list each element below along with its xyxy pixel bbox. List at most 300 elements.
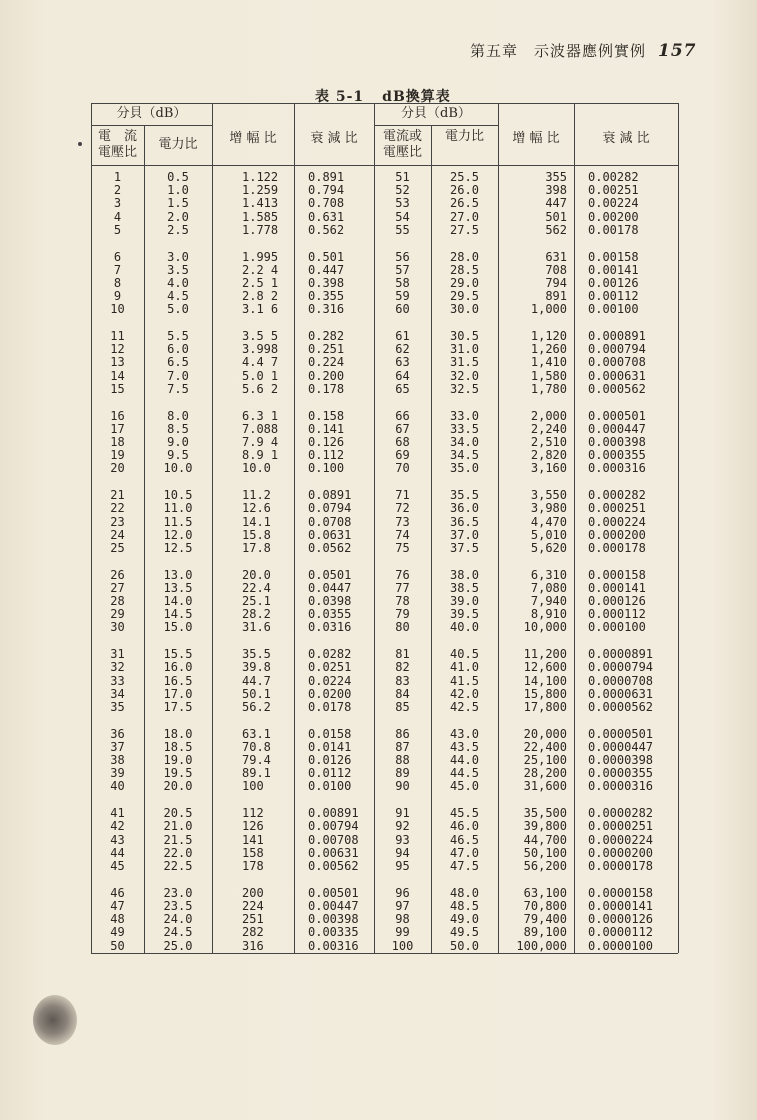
table-cell: 0.126 (308, 434, 345, 449)
table-cell: 56.2 (242, 699, 271, 714)
table-cell: 35.5 (450, 488, 479, 503)
table-cell: 86 (395, 726, 410, 741)
table-top-rule (91, 103, 678, 104)
table-cell: 58 (395, 275, 410, 290)
table-cell: 7.088 (242, 421, 279, 436)
table-cell: 1 (113, 170, 122, 184)
table-cell: 0.0708 (308, 514, 352, 529)
table-cell: 9.5 (167, 448, 189, 463)
table-cell: 57 (395, 262, 410, 277)
table-cell: 53 (395, 196, 410, 211)
table-cell: 34.5 (450, 448, 479, 463)
table-cell: 70.8 (242, 739, 271, 754)
table-cell: 18.5 (163, 739, 193, 754)
table-cell: 66 (395, 408, 410, 423)
group-rule-right (374, 125, 498, 126)
table-cell: 2 (113, 183, 122, 198)
table-cell: 14.1 (242, 514, 271, 529)
table-cell: 40.0 (450, 620, 479, 635)
table-cell: 77 (395, 580, 410, 595)
table-cell: 3.5 (167, 262, 189, 277)
table-cell: 87 (395, 739, 410, 754)
table-cell: 158 (242, 845, 264, 860)
table-cell: 178 (242, 859, 264, 873)
table-cell: 60 (395, 302, 410, 317)
table-cell: 12,600 (523, 660, 567, 675)
table-cell: 22,400 (523, 739, 567, 754)
table-cell: 32.0 (450, 368, 479, 383)
table-cell: 0.708 (308, 196, 345, 211)
table-cell: 794 (545, 275, 567, 290)
table-cell: 33.0 (450, 408, 479, 423)
table-cell: 34.0 (450, 434, 479, 449)
table-cell: 1,410 (530, 355, 567, 370)
column-db-left (91, 171, 144, 953)
table-cell: 1.0 (167, 183, 189, 198)
table-cell: 17.0 (163, 686, 193, 701)
column-db-right (374, 171, 431, 953)
table-cell: 25,100 (523, 753, 567, 768)
table-cell: 0.0141 (308, 739, 352, 754)
table-cell: 0.0501 (308, 567, 352, 582)
table-cell: 100,000 (516, 938, 567, 953)
table-cell: 1.122 (242, 170, 279, 184)
table-cell: 282 (242, 925, 264, 940)
table-cell: 0.794 (308, 183, 345, 198)
table-cell: 33 (110, 673, 125, 688)
table-cell: 51 (395, 170, 410, 184)
table-cell: 6.3 1 (242, 408, 279, 423)
table-cell: 8 (113, 275, 122, 290)
table-cell: 22.0 (163, 845, 193, 860)
table-cell: 0.00251 (588, 183, 639, 198)
table-cell: 10,000 (523, 620, 567, 635)
table-cell: 70,800 (523, 898, 567, 913)
table-cell: 0.000316 (588, 461, 646, 476)
table-cell: 37.5 (450, 540, 479, 555)
table-cell: 0.000398 (588, 434, 646, 449)
table-cell: 0.0891 (308, 488, 352, 503)
table-cell: 29 (110, 607, 125, 622)
table-cell: 708 (545, 262, 567, 277)
table-cell: 39.0 (450, 594, 479, 609)
table-cell: 49.5 (450, 925, 479, 940)
table-cell: 70 (395, 461, 410, 476)
table-cell: 64 (395, 368, 410, 383)
table-cell: 0.631 (308, 209, 345, 224)
table-cell: 0.00335 (308, 925, 359, 940)
table-cell: 41 (110, 806, 125, 821)
table-cell: 0.0000141 (588, 898, 654, 913)
table-cell: 0.000224 (588, 514, 646, 529)
table-cell: 3.998 (242, 342, 279, 357)
table-cell: 32.5 (450, 381, 479, 396)
table-cell: 8.5 (167, 421, 189, 436)
table-cell: 0.0126 (308, 753, 352, 768)
table-cell: 15.0 (163, 620, 193, 635)
table-cell: 0.0112 (308, 766, 352, 781)
table-cell: 0.562 (308, 222, 345, 237)
table-cell: 63 (395, 355, 410, 370)
col-rule (294, 103, 295, 953)
table-cell: 0.355 (308, 289, 345, 304)
table-cell: 29.0 (450, 275, 479, 290)
table-cell: 0.00112 (588, 289, 639, 304)
column-gain-right (498, 171, 567, 953)
column-power-left (144, 171, 212, 953)
table-cell: 25.5 (450, 170, 479, 184)
table-cell: 501 (545, 209, 567, 224)
table-cell: 0.000141 (588, 580, 646, 595)
table-cell: 63,100 (523, 885, 567, 900)
table-cell: 0.000251 (588, 501, 646, 516)
table-cell: 0.000158 (588, 567, 646, 582)
table-cell: 100 (391, 938, 414, 953)
table-cell: 355 (545, 170, 567, 184)
table-cell: 0.0100 (308, 779, 352, 794)
header-attenuation-ratio-right: 衰 減 比 (602, 131, 650, 146)
table-cell: 27.0 (450, 209, 479, 224)
table-cell: 55 (395, 222, 410, 237)
table-cell: 28,200 (523, 766, 567, 781)
table-cell: 0.0000178 (588, 859, 654, 873)
table-cell: 61 (395, 329, 410, 344)
table-cell: 78 (395, 594, 410, 609)
table-cell: 44.7 (242, 673, 271, 688)
table-cell: 12.0 (163, 527, 193, 542)
running-header (470, 40, 697, 61)
table-cell: 6.0 (167, 342, 189, 357)
table-cell: 47.0 (450, 845, 479, 860)
table-cell: 45.5 (450, 806, 479, 821)
table-cell: 0.000355 (588, 448, 646, 463)
table-cell: 0.00200 (588, 209, 639, 224)
table-cell: 398 (545, 183, 567, 198)
table-cell: 0.0000447 (588, 739, 654, 754)
table-cell: 23.5 (163, 898, 193, 913)
table-cell: 0.5 (167, 170, 189, 184)
table-cell: 1,260 (530, 342, 567, 357)
table-cell: 0.0000398 (588, 753, 654, 768)
table-cell: 0.224 (308, 355, 345, 370)
table-cell: 15.5 (163, 647, 193, 662)
table-cell: 2,510 (530, 434, 567, 449)
table-cell: 35,500 (523, 806, 567, 821)
table-cell: 0.00126 (588, 275, 639, 290)
table-cell: 0.251 (308, 342, 345, 357)
margin-mark (78, 142, 82, 146)
table-cell: 0.0000126 (588, 912, 654, 927)
table-cell: 36.5 (450, 514, 479, 529)
table-cell: 91 (395, 806, 410, 821)
table-cell: 200 (242, 885, 264, 900)
table-cell: 0.0398 (308, 594, 352, 609)
table-cell: 42 (110, 819, 125, 834)
table-cell: 45.0 (450, 779, 479, 794)
table-cell: 99 (395, 925, 410, 940)
page-number: 157 (658, 41, 697, 61)
table-cell: 98 (395, 912, 410, 927)
table-cell: 0.178 (308, 381, 345, 396)
table-cell: 43.5 (450, 739, 479, 754)
table-cell: 0.0794 (308, 501, 352, 516)
table-cell: 38.0 (450, 567, 479, 582)
table-cell: 316 (242, 938, 264, 953)
table-cell: 0.00708 (308, 832, 359, 847)
table-cell: 52 (395, 183, 410, 198)
table-cell: 26 (110, 567, 125, 582)
table-cell: 29.5 (450, 289, 479, 304)
table-cell: 41.5 (450, 673, 479, 688)
table-cell: 2.2 4 (242, 262, 279, 277)
table-cell: 68 (395, 434, 410, 449)
table-cell: 47 (110, 898, 125, 913)
col-rule (678, 103, 679, 953)
table-cell: 17,800 (523, 699, 567, 714)
column-power-right (431, 171, 498, 953)
table-cell: 43 (110, 832, 125, 847)
table-cell: 1,000 (530, 302, 567, 317)
table-cell: 31.6 (242, 620, 271, 635)
table-cell: 2,240 (530, 421, 567, 436)
table-cell: 9.0 (167, 434, 189, 449)
table-cell: 0.0200 (308, 686, 352, 701)
table-cell: 24 (110, 527, 125, 542)
table-cell: 3.5 5 (242, 329, 279, 344)
table-cell: 46.0 (450, 819, 479, 834)
table-cell: 7.9 4 (242, 434, 279, 449)
table-cell: 10 (110, 302, 125, 317)
table-cell: 0.282 (308, 329, 345, 344)
table-cell: 11,200 (523, 647, 567, 662)
table-cell: 0.0224 (308, 673, 352, 688)
table-cell: 891 (545, 289, 567, 304)
header-power-ratio-right: 電力比 (444, 129, 484, 144)
table-cell: 56,200 (523, 859, 567, 873)
table-cell: 16.0 (163, 660, 193, 675)
table-cell: 0.0178 (308, 699, 352, 714)
table-cell: 0.141 (308, 421, 345, 436)
table-cell: 62 (395, 342, 410, 357)
table-cell: 28 (110, 594, 125, 609)
table-cell: 76 (395, 567, 410, 582)
table-cell: 112 (242, 806, 264, 821)
table-cell: 23.0 (163, 885, 193, 900)
table-cell: 1.585 (242, 209, 279, 224)
table-cell: 26.0 (450, 183, 479, 198)
table-cell: 12.5 (163, 540, 193, 555)
table-cell: 47.5 (450, 859, 479, 873)
table-cell: 46.5 (450, 832, 479, 847)
table-cell: 13.0 (163, 567, 193, 582)
table-cell: 26.5 (450, 196, 479, 211)
table-cell: 49 (110, 925, 125, 940)
table-cell: 39 (110, 766, 125, 781)
table-cell: 0.200 (308, 368, 345, 383)
table-cell: 0.0000112 (588, 925, 654, 940)
table-cell: 3.0 (167, 249, 189, 264)
table-cell: 6 (113, 249, 122, 264)
table-cell: 0.000112 (588, 607, 646, 622)
table-cell: 10.0 (163, 461, 193, 476)
table-cell: 48.0 (450, 885, 479, 900)
table-cell: 0.00316 (308, 938, 359, 953)
table-cell: 0.0355 (308, 607, 352, 622)
table-cell: 0.0000282 (588, 806, 654, 821)
table-cell: 40.5 (450, 647, 479, 662)
table-cell: 126 (242, 819, 264, 834)
table-cell: 5.6 2 (242, 381, 279, 396)
table-cell: 0.0562 (308, 540, 352, 555)
table-cell: 27.5 (450, 222, 479, 237)
table-cell: 0.112 (308, 448, 345, 463)
table-cell: 0.0000631 (588, 686, 654, 701)
table-caption: dB換算表 (382, 89, 451, 105)
table-cell: 447 (545, 196, 567, 211)
table-cell: 13.5 (163, 580, 193, 595)
table-cell: 20.0 (242, 567, 271, 582)
table-cell: 1.995 (242, 249, 279, 264)
table-cell: 50,100 (523, 845, 567, 860)
table-cell: 96 (395, 885, 410, 900)
table-cell: 0.00631 (308, 845, 359, 860)
table-cell: 0.000562 (588, 381, 646, 396)
table-cell: 11.2 (242, 488, 271, 503)
table-cell: 0.00562 (308, 859, 359, 873)
table-cell: 33.5 (450, 421, 479, 436)
table-cell: 65 (395, 381, 410, 396)
table-cell: 72 (395, 501, 410, 516)
table-cell: 0.0000794 (588, 660, 654, 675)
table-cell: 24.5 (163, 925, 193, 940)
table-cell: 50.0 (450, 938, 479, 953)
table-cell: 0.891 (308, 170, 345, 184)
table-cell: 0.00224 (588, 196, 639, 211)
table-cell: 35 (110, 699, 125, 714)
table-cell: 30.0 (450, 302, 479, 317)
table-cell: 0.0316 (308, 620, 352, 635)
table-cell: 40 (110, 779, 125, 794)
table-cell: 21.0 (163, 819, 193, 834)
table-cell: 43.0 (450, 726, 479, 741)
table-cell: 20,000 (523, 726, 567, 741)
db-conversion-table (91, 103, 678, 953)
table-cell: 31.5 (450, 355, 479, 370)
table-cell: 3,980 (530, 501, 567, 516)
table-cell: 2.5 1 (242, 275, 279, 290)
table-cell: 50.1 (242, 686, 271, 701)
table-cell: 1,120 (530, 329, 567, 344)
table-cell: 7 (113, 262, 122, 277)
table-cell: 6.5 (167, 355, 189, 370)
table-cell: 36.0 (450, 501, 479, 516)
table-cell: 17.8 (242, 540, 271, 555)
table-cell: 21 (110, 488, 125, 503)
table-cell: 3,160 (530, 461, 567, 476)
group-rule-left (91, 125, 212, 126)
table-cell: 44 (110, 845, 125, 860)
table-cell: 2,820 (530, 448, 567, 463)
table-cell: 0.000891 (588, 329, 646, 344)
table-cell: 6,310 (530, 567, 567, 582)
table-cell: 0.0000501 (588, 726, 654, 741)
table-cell: 90 (395, 779, 410, 794)
table-cell: 18 (110, 434, 125, 449)
table-cell: 10.0 (242, 461, 271, 476)
table-cell: 0.0000158 (588, 885, 654, 900)
table-cell: 12 (110, 342, 125, 357)
table-cell: 0.000794 (588, 342, 646, 357)
table-cell: 2.5 (167, 222, 189, 237)
table-cell: 44,700 (523, 832, 567, 847)
header-gain-ratio-right: 增 幅 比 (512, 131, 560, 146)
table-cell: 0.0000100 (588, 938, 654, 953)
table-cell: 19.0 (163, 753, 193, 768)
table-cell: 39.8 (242, 660, 271, 675)
header-voltage-ratio: 電 流 電壓比 (97, 129, 137, 160)
table-cell: 4 (113, 209, 122, 224)
table-cell: 19.5 (163, 766, 193, 781)
header-attenuation-ratio: 衰 減 比 (310, 131, 358, 146)
table-cell: 3,550 (530, 488, 567, 503)
table-cell: 0.00158 (588, 249, 639, 264)
table-cell: 5,620 (530, 540, 567, 555)
table-cell: 59 (395, 289, 410, 304)
table-cell: 20.5 (163, 806, 193, 821)
table-cell: 0.0000316 (588, 779, 654, 794)
header-bottom-rule (91, 165, 678, 166)
table-cell: 32 (110, 660, 125, 675)
table-cell: 56 (395, 249, 410, 264)
table-cell: 0.158 (308, 408, 345, 423)
table-cell: 35.0 (450, 461, 479, 476)
table-bottom-rule (91, 953, 678, 954)
table-cell: 0.00891 (308, 806, 359, 821)
table-cell: 0.447 (308, 262, 345, 277)
table-cell: 28.0 (450, 249, 479, 264)
table-cell: 17 (110, 421, 125, 436)
header-db-right: 分貝（dB） (401, 106, 471, 121)
table-cell: 3 (113, 196, 122, 211)
table-cell: 0.000178 (588, 540, 646, 555)
table-cell: 34 (110, 686, 125, 701)
table-cell: 94 (395, 845, 410, 860)
table-cell: 1.778 (242, 222, 279, 237)
header-voltage-ratio-right: 電流或 電壓比 (382, 129, 422, 160)
table-cell: 0.0282 (308, 647, 352, 662)
table-cell: 41.0 (450, 660, 479, 675)
table-cell: 5,010 (530, 527, 567, 542)
table-cell: 22.5 (163, 859, 193, 873)
table-cell: 11.5 (163, 514, 193, 529)
table-cell: 20 (110, 461, 125, 476)
table-cell: 31,600 (523, 779, 567, 794)
table-cell: 97 (395, 898, 410, 913)
table-cell: 16 (110, 408, 125, 423)
table-cell: 71 (395, 488, 410, 503)
table-cell: 7,080 (530, 580, 567, 595)
table-cell: 38.5 (450, 580, 479, 595)
table-cell: 251 (242, 912, 264, 927)
table-cell: 27 (110, 580, 125, 595)
table-cell: 0.0000200 (588, 845, 654, 860)
table-cell: 5.0 1 (242, 368, 279, 383)
table-cell: 28.5 (450, 262, 479, 277)
table-cell: 37.0 (450, 527, 479, 542)
table-cell: 92 (395, 819, 410, 834)
table-cell: 8.0 (167, 408, 189, 423)
column-attenuation-right (588, 171, 678, 953)
